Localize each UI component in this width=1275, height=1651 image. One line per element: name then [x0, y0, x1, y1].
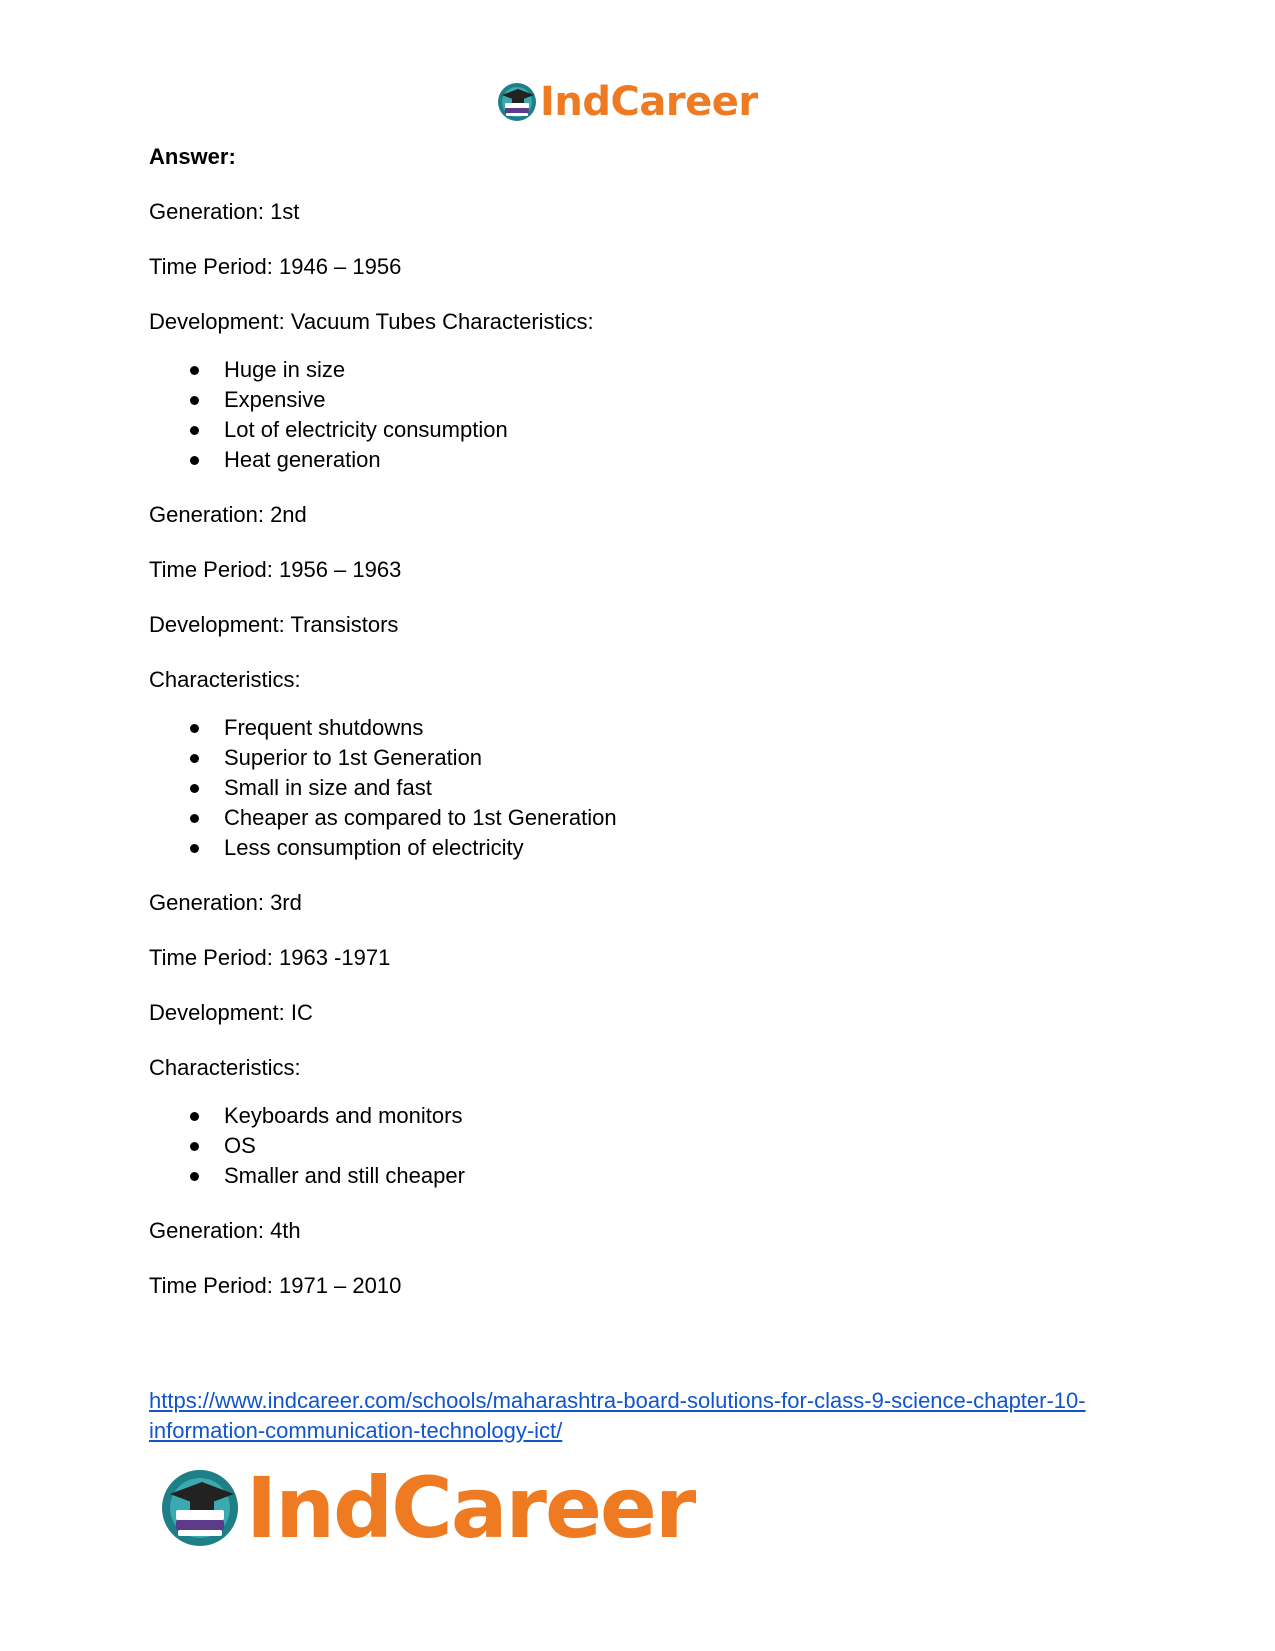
bullet-icon: [190, 844, 199, 853]
source-link-line-1[interactable]: https://www.indcareer.com/schools/maharashtra-board-solutions-for-class-9-science-chapter-10-: [149, 1388, 1086, 1413]
list-item: Expensive: [149, 385, 1139, 415]
list-item: Huge in size: [149, 355, 1139, 385]
bullet-icon: [190, 754, 199, 763]
graduation-cap-books-globe-icon: [158, 1466, 242, 1550]
logo-text: IndCareer: [540, 79, 758, 125]
list-item: Lot of electricity consumption: [149, 415, 1139, 445]
bullet-icon: [190, 724, 199, 733]
list-item: OS: [149, 1131, 1139, 1161]
bullet-icon: [190, 456, 199, 465]
generation-4: Generation: 4th: [149, 1218, 301, 1243]
list-item: Heat generation: [149, 445, 1139, 475]
time-period-3: Time Period: 1963 -1971: [149, 945, 391, 970]
generation-2: Generation: 2nd: [149, 502, 307, 527]
characteristics-list-3: [149, 1101, 1139, 1191]
generation-3: Generation: 3rd: [149, 890, 302, 915]
answer-label: Answer:: [149, 144, 236, 169]
list-item: Frequent shutdowns: [149, 713, 1139, 743]
source-link-line-2[interactable]: information-communication-technology-ict/: [149, 1418, 563, 1443]
list-item: Smaller and still cheaper: [149, 1161, 1139, 1191]
list-item: Keyboards and monitors: [149, 1101, 1139, 1131]
bullet-icon: [190, 1172, 199, 1181]
answer-content: [149, 142, 1139, 1301]
bullet-icon: [190, 784, 199, 793]
characteristics-list-1: [149, 355, 1139, 475]
development-1: Development: Vacuum Tubes Characteristics:: [149, 309, 594, 334]
bullet-icon: [190, 396, 199, 405]
time-period-2: Time Period: 1956 – 1963: [149, 557, 402, 582]
time-period-4: Time Period: 1971 – 2010: [149, 1273, 402, 1298]
logo-text: IndCareer: [246, 1459, 695, 1557]
list-item: Superior to 1st Generation: [149, 743, 1139, 773]
time-period-1: Time Period: 1946 – 1956: [149, 254, 402, 279]
development-2: Development: Transistors: [149, 612, 399, 637]
bullet-icon: [190, 1142, 199, 1151]
characteristics-list-2: [149, 713, 1139, 863]
graduation-cap-books-globe-icon: [496, 81, 538, 123]
generation-1: Generation: 1st: [149, 199, 300, 224]
header-logo: [496, 78, 758, 126]
characteristics-label-2: Characteristics:: [149, 667, 301, 692]
bullet-icon: [190, 1112, 199, 1121]
footer-logo: [158, 1460, 694, 1556]
bullet-icon: [190, 814, 199, 823]
bullet-icon: [190, 366, 199, 375]
bullet-icon: [190, 426, 199, 435]
list-item: Less consumption of electricity: [149, 833, 1139, 863]
list-item: Cheaper as compared to 1st Generation: [149, 803, 1139, 833]
source-link[interactable]: [149, 1386, 1149, 1446]
list-item: Small in size and fast: [149, 773, 1139, 803]
characteristics-label-3: Characteristics:: [149, 1055, 301, 1080]
development-3: Development: IC: [149, 1000, 313, 1025]
